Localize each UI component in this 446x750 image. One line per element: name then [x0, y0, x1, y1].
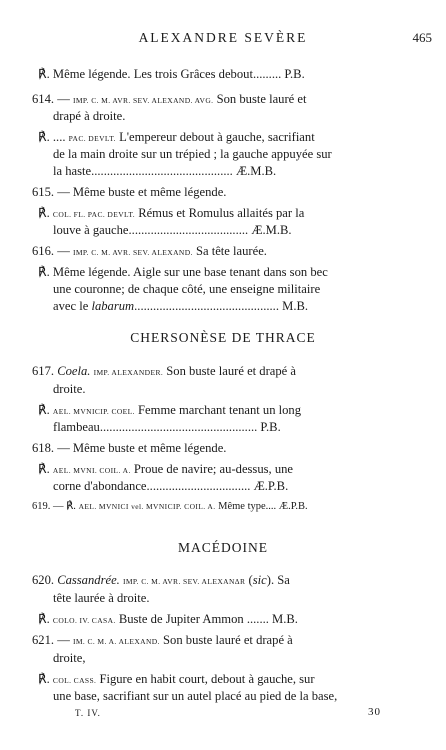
legend-text: COL. FL. PAC. DEVLT. — [52, 210, 136, 219]
entry-line — [53, 418, 438, 436]
entry-line — [38, 128, 438, 146]
line-text: flambeau.................................................. P.B. — [53, 420, 281, 434]
legend-text: PAC. DEVLT. — [68, 134, 116, 143]
italic-text: Cassandrée. — [57, 573, 120, 587]
line-text: ℟. — [38, 206, 53, 220]
line-text: 620. — [32, 573, 58, 587]
entry-line — [38, 610, 438, 628]
line-text: 621. — — [32, 633, 73, 647]
legend-text: IMP. C. M. AVR. SEV. ALEXAND. — [72, 248, 193, 257]
line-text: drapé à droite. — [53, 109, 126, 123]
line-text: Rémus et Romulus allaités par la — [135, 206, 305, 220]
line-text: ℟. Même légende. Les trois Grâces debout......... P.B. — [38, 67, 305, 81]
entry-line — [38, 460, 438, 478]
legend-text: IM. C. M. A. ALEXAND. — [72, 637, 160, 646]
line-text: ℟. — [38, 403, 53, 417]
legend-text: IMP. C. M. AVR. SEV. ALEXAND. AVG. — [72, 96, 214, 105]
line-text: droite, — [53, 651, 86, 665]
entry-line — [32, 439, 438, 457]
line-text: 617. — [32, 364, 58, 378]
line-text: une couronne; de chaque côté, une enseigne militaire — [53, 282, 321, 296]
italic-text: labarum — [91, 299, 135, 313]
entry-line — [53, 162, 438, 180]
line-text: Son buste lauré et drapé à — [159, 633, 293, 647]
line-text: Proue de navire; au-dessus, une — [130, 462, 294, 476]
running-header — [0, 30, 446, 48]
line-text: 618. — Même buste et même légende. — [32, 441, 227, 455]
line-text: Buste de Jupiter Ammon ....... M.B. — [115, 612, 298, 626]
legend-text: COL. CASS. — [52, 676, 97, 685]
line-text: une base, sacrifiant sur un autel placé au pied de la base, — [53, 689, 338, 703]
legend-text: IMP. C. M. AVR. SEV. ALEXANΔR — [122, 577, 246, 586]
line-text: 619. — ℟. — [32, 501, 79, 512]
line-text: Sa tête laurée. — [192, 244, 267, 258]
line-text: L'empereur debout à gauche, sacrifiant — [115, 130, 315, 144]
legend-text: IMP. ALEXANDER. — [93, 368, 164, 377]
entry-line — [32, 498, 438, 516]
line-text: ( — [245, 573, 253, 587]
section-heading-thrace: CHERSONÈSE DE THRACE — [130, 330, 316, 345]
line-text: Figure en habit court, debout à gauche, sur — [96, 672, 315, 686]
line-text: Femme marchant tenant un long — [134, 403, 302, 417]
line-text: ℟. — [38, 672, 53, 686]
line-text: droite. — [53, 382, 86, 396]
line-text: 615. — Même buste et même légende. — [32, 185, 227, 199]
legend-text: COLO. IV. CASA. — [52, 616, 116, 625]
entry-line — [38, 401, 438, 419]
line-text: corne d'abondance................................. Æ.P.B. — [53, 479, 289, 493]
line-text: de la main droite sur un trépied ; la gauche appuyée sur — [53, 147, 332, 161]
page-number: 465 — [412, 30, 432, 45]
entry-line — [38, 263, 438, 281]
entry-line — [53, 589, 438, 607]
line-text: ℟. Même légende. Aigle sur une base tenant dans son bec — [38, 265, 328, 279]
line-text: louve à gauche...................................... Æ.M.B. — [53, 223, 292, 237]
line-text: la haste............................................. Æ.M.B. — [53, 164, 277, 178]
entry-line — [53, 687, 438, 705]
entry-line — [32, 631, 438, 649]
italic-text: sic — [252, 573, 267, 587]
line-text: Son buste lauré et drapé à — [163, 364, 297, 378]
line-text: tête laurée à droite. — [53, 591, 150, 605]
entry-line — [53, 145, 438, 163]
line-text: 616. — — [32, 244, 73, 258]
legend-text: AEL. MVNI. COIL. A. — [52, 466, 131, 475]
line-text: 614. — — [32, 92, 73, 106]
sheet-number: 30 — [368, 706, 381, 718]
entry-line — [32, 90, 438, 108]
legend-text: AEL. MVNICIP. COEL. — [52, 407, 135, 416]
entry-line — [53, 280, 438, 298]
line-text: Même type.... Æ.P.B. — [215, 501, 308, 512]
entry-line — [53, 380, 438, 398]
running-title: ALEXANDRE SEVÈRE — [138, 30, 308, 45]
italic-text: Coela. — [57, 364, 91, 378]
entry-line — [53, 221, 438, 239]
entry-line — [53, 297, 438, 315]
entry-line — [32, 242, 438, 260]
entry-line — [38, 65, 438, 83]
signature-mark: T. IV. — [75, 708, 101, 718]
entry-line — [32, 183, 438, 201]
entry-line — [32, 362, 438, 380]
legend-text: AEL. MVNICI vel. MVNICIP. COIL. A. — [78, 502, 216, 511]
line-text: Son buste lauré et — [213, 92, 307, 106]
entry-line — [32, 571, 438, 589]
entry-line — [53, 649, 438, 667]
entry-line — [38, 670, 438, 688]
line-text: avec le — [53, 299, 92, 313]
line-text: ). Sa — [266, 573, 290, 587]
line-text: ℟. — [38, 612, 53, 626]
entry-line — [53, 477, 438, 495]
section-heading-macedoine: MACÉDOINE — [178, 540, 268, 555]
line-text: .............................................. M.B. — [134, 299, 309, 313]
entry-line — [53, 107, 433, 125]
line-text: ℟. .... — [38, 130, 69, 144]
entry-line — [38, 204, 438, 222]
line-text: ℟. — [38, 462, 53, 476]
